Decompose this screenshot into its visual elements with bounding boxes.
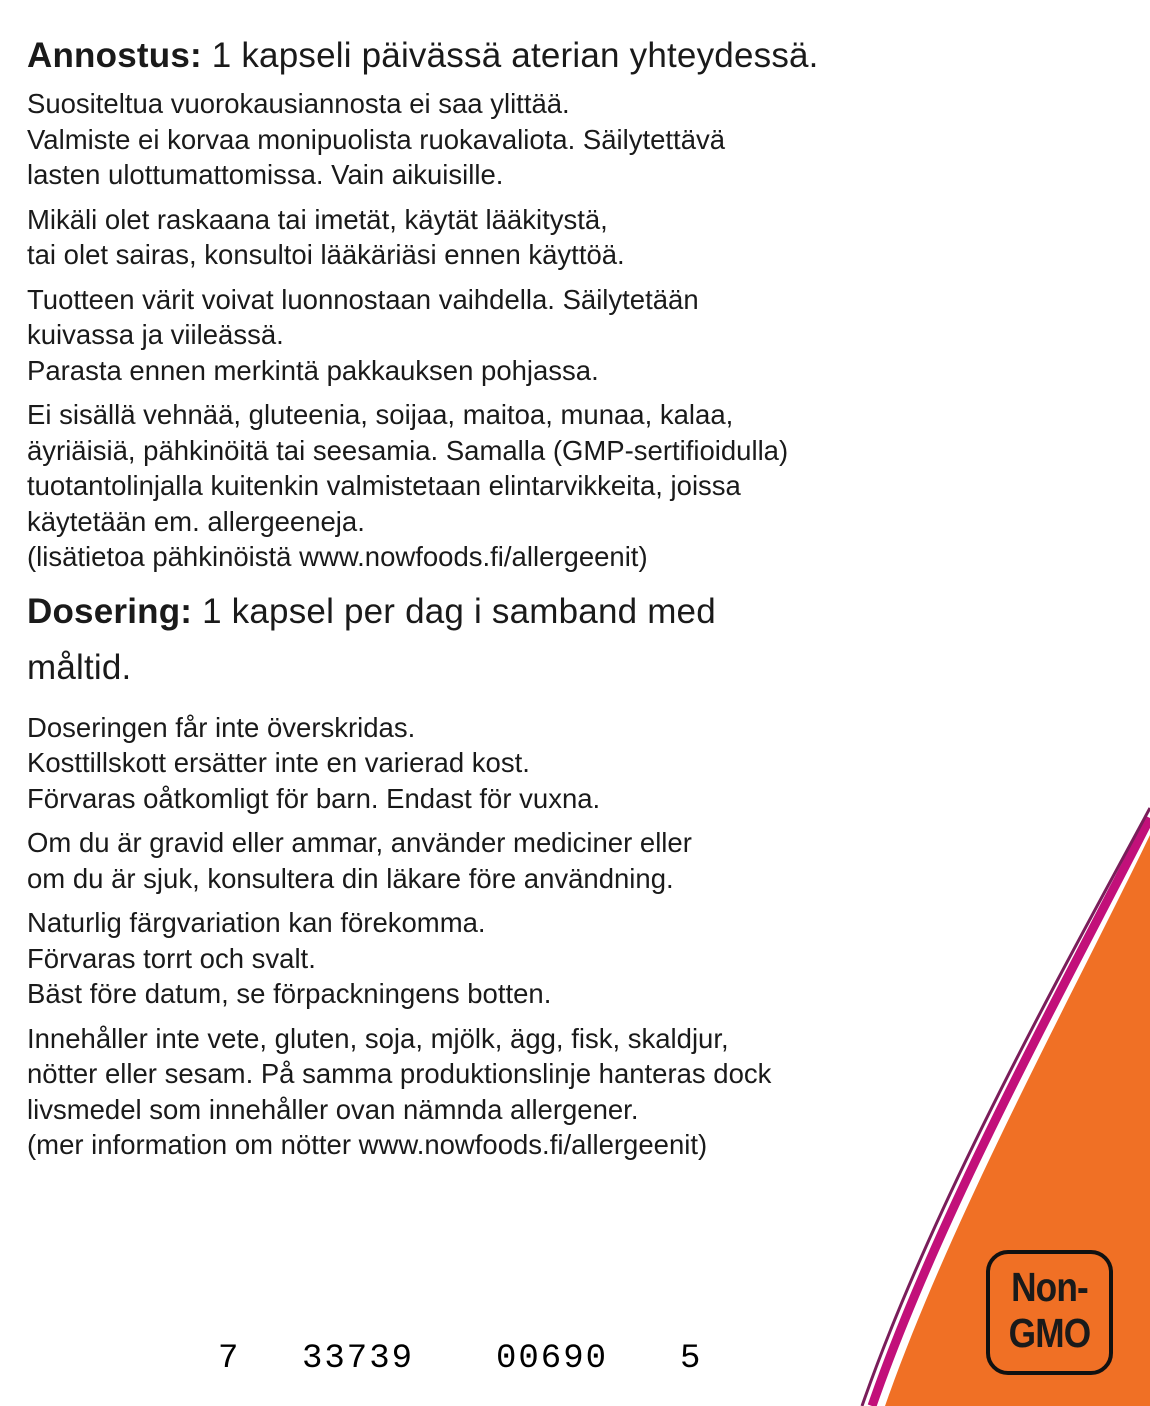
text-line: Mikäli olet raskaana tai imetät, käytät lääkitystä,	[27, 203, 608, 235]
text-line: Bäst före datum, se förpackningens botten.	[27, 978, 552, 1009]
text-line: kuivassa ja viileässä.	[27, 319, 284, 350]
barcode-left-digits: 33739	[302, 1340, 415, 1378]
sv-paragraph	[27, 905, 987, 1012]
barcode-last-digit: 5	[680, 1340, 701, 1378]
text-line: Suositeltua vuorokausiannosta ei saa ylittää.	[27, 88, 570, 119]
sv-dosage-heading-text: 1 kapsel per dag i samband med	[192, 591, 716, 631]
text-line: Förvaras oåtkomligt för barn. Endast för vuxna.	[27, 782, 601, 814]
barcode-right-digits: 00690	[496, 1340, 609, 1378]
text-line: Valmiste ei korvaa monipuolista ruokavaliota. Säilytettävä	[27, 123, 726, 155]
non-gmo-badge	[986, 1250, 1113, 1375]
sv-dosage-heading-line	[27, 584, 987, 640]
text-line: Förvaras torrt och svalt.	[27, 942, 316, 974]
text-line: Om du är gravid eller ammar, använder mediciner eller	[27, 827, 692, 858]
fi-dosage-heading	[27, 30, 987, 82]
text-line: Doseringen får inte överskridas.	[27, 711, 416, 743]
text-line: Tuotteen värit voivat luonnostaan vaihdella. Säilytetään	[27, 283, 699, 315]
fi-paragraph	[27, 202, 987, 273]
text-line: lasten ulottumattomissa. Vain aikuisille.	[27, 159, 504, 190]
text-line: käytetään em. allergeeneja.	[27, 505, 365, 537]
sv-dosage-heading	[27, 584, 987, 696]
sv-paragraph	[27, 1021, 987, 1163]
fi-paragraph	[27, 282, 987, 389]
barcode-bars	[218, 1226, 708, 1386]
text-line: Innehåller inte vete, gluten, soja, mjölk, ägg, fisk, skaldjur,	[27, 1022, 729, 1054]
text-line: livsmedel som innehåller ovan nämnda allergener.	[27, 1093, 639, 1125]
label-text	[27, 30, 987, 1172]
text-line: Parasta ennen merkintä pakkauksen pohjassa.	[27, 354, 599, 386]
text-line: Naturlig färgvariation kan förekomma.	[27, 907, 486, 938]
sv-dosage-heading-bold: Dosering:	[27, 591, 193, 631]
text-line: tai olet sairas, konsultoi lääkäriäsi ennen käyttöä.	[27, 239, 625, 270]
barcode-first-digit: 7	[218, 1340, 239, 1378]
fi-dosage-heading-bold: Annostus:	[27, 36, 202, 75]
text-line: (mer information om nötter www.nowfoods.fi/allergeenit)	[27, 1129, 708, 1160]
text-line: (lisätietoa pähkinöistä www.nowfoods.fi/allergeenit)	[27, 541, 648, 572]
non-gmo-badge-line1: Non-	[1011, 1264, 1088, 1310]
sv-paragraph	[27, 710, 987, 817]
text-line: Ei sisällä vehnää, gluteenia, soijaa, maitoa, munaa, kalaa,	[27, 399, 734, 430]
barcode	[218, 1226, 708, 1386]
sv-paragraph	[27, 825, 987, 896]
text-line: Kosttillskott ersätter inte en varierad kost.	[27, 747, 530, 778]
non-gmo-badge-line2: GMO	[1008, 1310, 1091, 1356]
text-line: äyriäisiä, pähkinöitä tai seesamia. Samalla (GMP-sertifioidulla)	[27, 434, 789, 466]
fi-paragraph	[27, 86, 987, 193]
fi-dosage-heading-text: 1 kapseli päivässä aterian yhteydessä.	[201, 36, 819, 75]
sv-dosage-heading-line: måltid.	[27, 647, 132, 687]
text-line: nötter eller sesam. På samma produktionslinje hanteras dock	[27, 1058, 772, 1089]
text-line: tuotantolinjalla kuitenkin valmistetaan elintarvikkeita, joissa	[27, 470, 741, 501]
text-line: om du är sjuk, konsultera din läkare före användning.	[27, 862, 674, 894]
fi-paragraph	[27, 397, 987, 575]
